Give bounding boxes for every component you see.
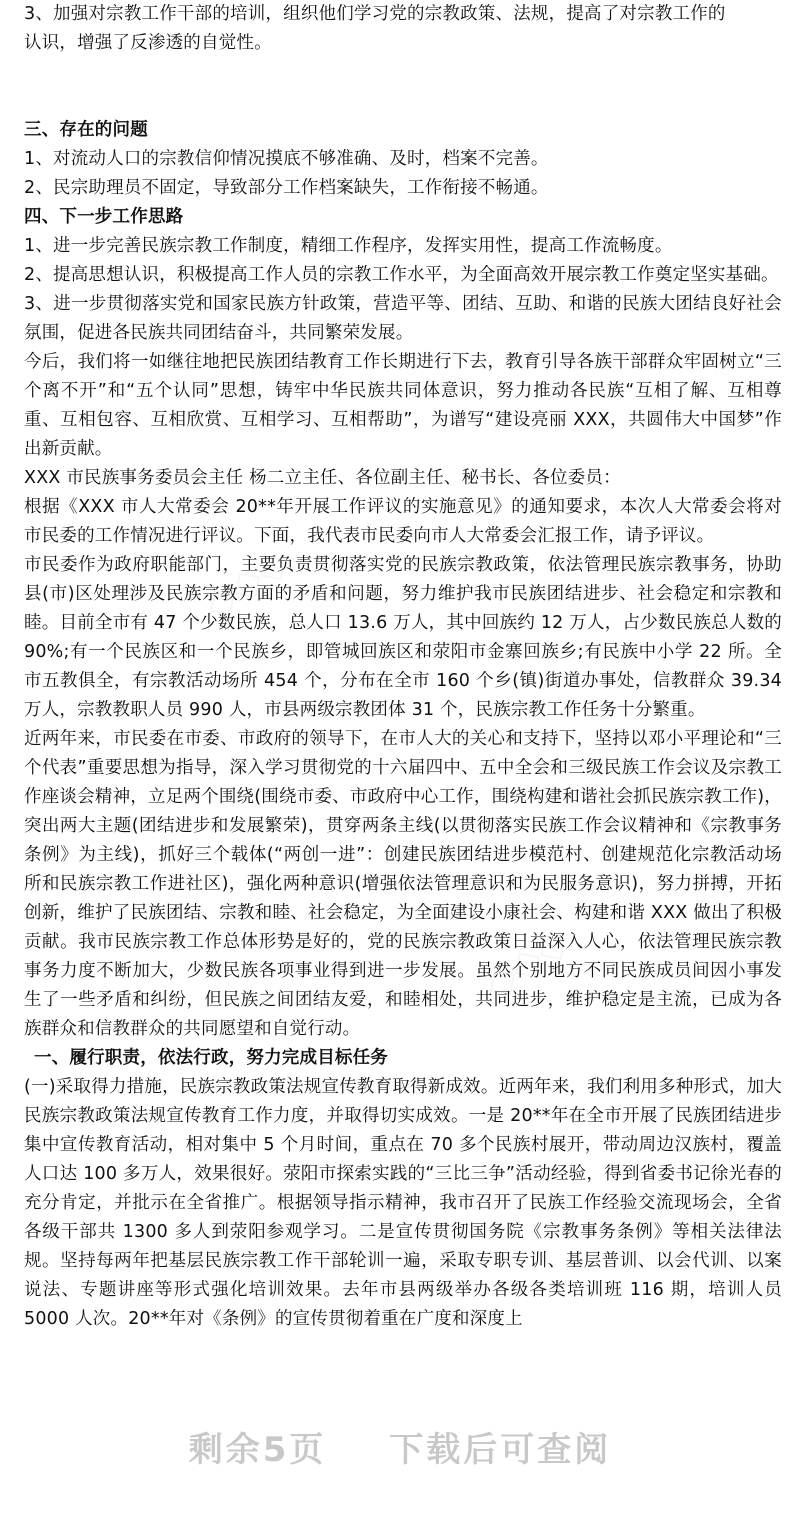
overview-paragraph: 市民委作为政府职能部门，主要负责贯彻落实党的民族宗教政策，依法管理民族宗教事务，协助县(市)区处理涉及民族宗教方面的矛盾和问题，努力维护我市民族团结进步、社会稳定和宗教和睦。目前全市有 47 个少数民族，总人口 13.6 万人，其中回族约 12 万人，占少数民族总人数的 90%;有一个民族区和一个民族乡，即管城回族区和荥阳市金寨回族乡;有民族中小学 22 所。全市五教俱全，有宗教活动场所 454 个，分布在全市 160 个乡(镇)街道办事处，信教群众 39.34 万人，宗教教职人员 990 人，市县两级宗教团体 31 个，民族宗教工作任务十分繁重。 — [24, 555, 782, 720]
problem-item: 2、民宗助理员不固定，导致部分工作档案缺失，工作衔接不畅通。 — [24, 178, 549, 198]
remaining-pages-label: 剩余5页 — [188, 1430, 327, 1470]
next-step-item: 3、进一步贯彻落实党和国家民族方针政策，营造平等、团结、互助、和谐的民族大团结良好社会氛围，促进各民族共同团结奋斗，共同繁荣发展。 — [24, 294, 782, 343]
intro-paragraph: 根据《XXX 市人大常委会 20**年开展工作评议的实施意见》的通知要求，本次人大常委会将对市民委的工作情况进行评议。下面，我代表市民委向市人大常委会汇报工作，请予评议。 — [24, 497, 782, 546]
intro-tail-line-2: 认识，增强了反渗透的自觉性。 — [24, 33, 272, 53]
subsection-paragraph: (一)采取得力措施，民族宗教政策法规宣传教育取得新成效。近两年来，我们利用多种形式，加大民族宗教政策法规宣传教育工作力度，并取得切实成效。一是 20**年在全市开展了民族团结进步集中宣传教育活动，相对集中 5 个月时间，重点在 70 多个民族村展开，带动周边汉族村，覆盖人口达 100 多万人，效果很好。荥阳市探索实践的“三比三争”活动经验，得到省委书记徐光春的充分肯定，并批示在全省推广。根据领导指示精神，我市召开了民族工作经验交流现场会，全省各级干部共 1300 多人到荥阳参观学习。二是宣传贯彻国务院《宗教事务条例》等相关法律法规。坚持每两年把基层民族宗教工作干部轮训一遍，采取专职专训、基层普训、以会代训、以案说法、专题讲座等形式强化培训效果。去年市县两级举办各级各类培训班 116 期，培训人员 5000 人次。20**年对《条例》的宣传贯彻着重在广度和深度上 — [24, 1077, 782, 1329]
next-step-item: 1、进一步完善民族宗教工作制度，精细工作程序，发挥实用性，提高工作流畅度。 — [24, 236, 673, 256]
section-heading-problems: 三、存在的问题 — [24, 120, 148, 140]
download-hint-label: 下载后可查阅 — [389, 1430, 612, 1470]
salutation-line: XXX 市民族事务委员会主任 杨二立主任、各位副主任、秘书长、各位委员： — [24, 468, 621, 488]
section-heading-next-steps: 四、下一步工作思路 — [24, 207, 184, 227]
intro-tail-line-1: 3、加强对宗教工作干部的培训，组织他们学习党的宗教政策、法规，提高了对宗教工作的 — [24, 4, 726, 24]
two-years-paragraph: 近两年来，市民委在市委、市政府的领导下，在市人大的关心和支持下，坚持以邓小平理论和“三个代表”重要思想为指导，深入学习贯彻党的十六届四中、五中全会和三级民族工作会议及宗教工作座谈会精神，立足两个围绕(围绕市委、市政府中心工作，围绕构建和谐社会抓民族宗教工作)，突出两大主题(团结进步和发展繁荣)，贯穿两条主线(以贯彻落实民族工作会议精神和《宗教事务条例》为主线)，抓好三个载体(“两创一进”：创建民族团结进步模范村、创建规范化宗教活动场所和民族宗教工作进社区)，强化两种意识(增强依法管理意识和为民服务意识)，努力拼搏，开拓创新，维护了民族团结、宗教和睦、社会稳定，为全面建设小康社会、构建和谐 XXX 做出了积极贡献。我市民族宗教工作总体形势是好的，党的民族宗教政策日益深入人心，依法管理民族宗教事务力度不断加大，少数民族各项事业得到进一步发展。虽然个别地方不同民族成员间因小事发生了一些矛盾和纠纷，但民族之间团结友爱，和睦相处，共同进步，维护稳定是主流，已成为各族群众和信教群众的共同愿望和自觉行动。 — [24, 729, 782, 1039]
blank-gap — [24, 58, 782, 116]
conclusion-paragraph: 今后，我们将一如继往地把民族团结教育工作长期进行下去，教育引导各族干部群众牢固树立“三个离不开”和“五个认同”思想，铸牢中华民族共同体意识，努力推动各民族“互相了解、互相尊重、互相包容、互相欣赏、互相学习、互相帮助”，为谱写“建设亮丽 XXX，共圆伟大中国梦”作出新贡献。 — [24, 352, 782, 459]
document-body — [24, 0, 782, 1334]
download-banner[interactable] — [0, 1420, 800, 1480]
problem-item: 1、对流动人口的宗教信仰情况摸底不够准确、及时，档案不完善。 — [24, 149, 549, 169]
next-step-item: 2、提高思想认识，积极提高工作人员的宗教工作水平，为全面高效开展宗教工作奠定坚实基础。 — [24, 265, 779, 285]
section-heading-duties: 一、履行职责，依法行政，努力完成目标任务 — [34, 1048, 388, 1068]
